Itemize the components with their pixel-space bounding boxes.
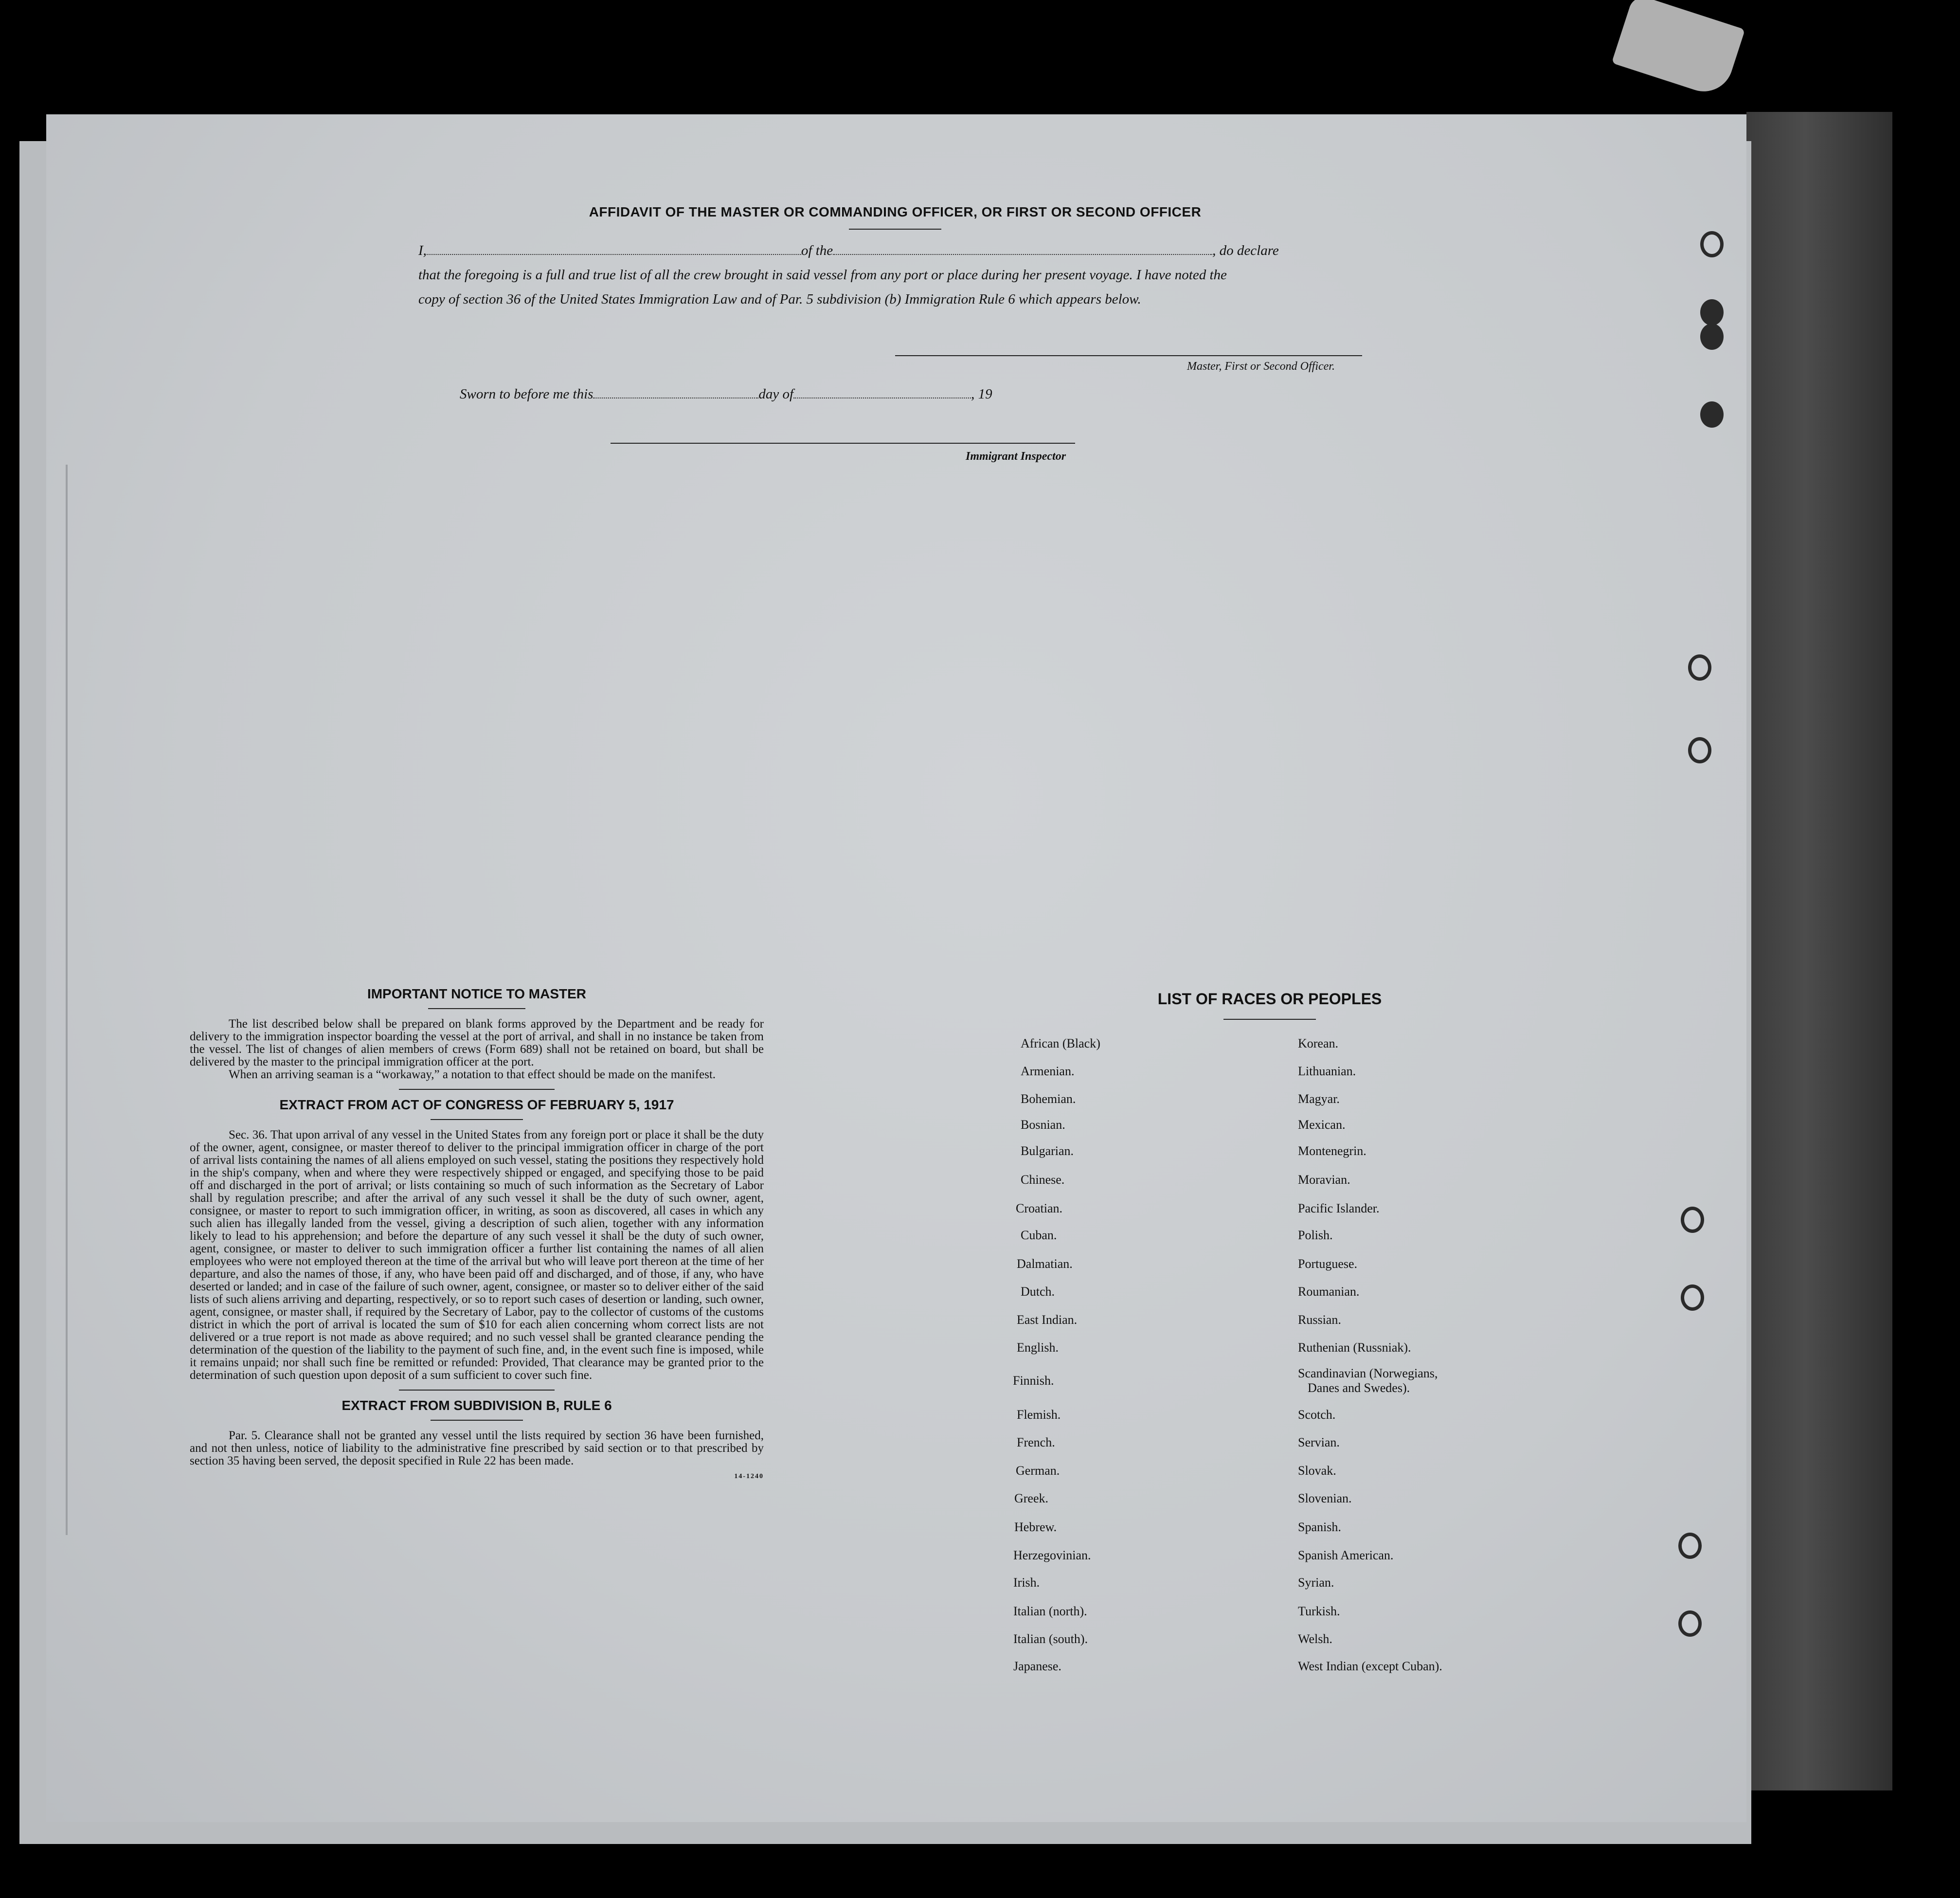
race-item: Spanish American.	[1298, 1548, 1394, 1562]
race-item: Syrian.	[1298, 1575, 1334, 1590]
race-item: Montenegrin.	[1298, 1144, 1367, 1158]
race-item: Irish.	[1013, 1575, 1040, 1590]
race-item: Scandinavian (Norwegians,	[1298, 1366, 1438, 1380]
race-item: Bulgarian.	[1021, 1144, 1074, 1158]
races-section	[1002, 990, 1537, 1020]
race-item: French.	[1017, 1435, 1055, 1449]
race-item: Finnish.	[1013, 1374, 1054, 1388]
race-item: Korean.	[1298, 1036, 1339, 1050]
binder-hole-icon	[1700, 401, 1724, 428]
affidavit-section	[418, 204, 1372, 311]
race-item: Danes and Swedes).	[1308, 1381, 1410, 1395]
divider	[399, 1089, 555, 1090]
notice-section	[190, 988, 764, 1483]
race-item: Italian (south).	[1013, 1632, 1088, 1646]
race-item: West Indian (except Cuban).	[1298, 1659, 1442, 1673]
notice-title: IMPORTANT NOTICE TO MASTER	[367, 986, 587, 1001]
race-item: Polish.	[1298, 1228, 1333, 1242]
race-item: African (Black)	[1021, 1036, 1100, 1050]
margin-rule	[66, 465, 68, 1535]
vessel-field[interactable]	[833, 243, 1212, 255]
rule-title: EXTRACT FROM SUBDIVISION B, RULE 6	[342, 1398, 612, 1413]
race-item: Flemish.	[1017, 1408, 1061, 1422]
signature-line[interactable]	[895, 355, 1362, 356]
binder-hole-icon	[1700, 324, 1724, 350]
race-item: Hebrew.	[1014, 1520, 1057, 1534]
race-item: Greek.	[1014, 1491, 1049, 1505]
divider	[428, 1008, 525, 1009]
race-item: Portuguese.	[1298, 1257, 1358, 1271]
divider	[399, 1390, 555, 1391]
affidavit-line-1: I, of the , do declare	[418, 243, 1279, 258]
sworn-month-field[interactable]	[793, 387, 971, 398]
race-item: Slovak.	[1298, 1464, 1336, 1478]
divider	[849, 229, 941, 230]
race-item: Herzegovinian.	[1013, 1548, 1091, 1562]
affidavit-line-3: copy of section 36 of the United States Immigration Law and of Par. 5 subdivision (b) Immigration Rule 6 which appears below.	[418, 291, 1141, 307]
race-item: Mexican.	[1298, 1118, 1346, 1132]
name-field[interactable]	[427, 243, 801, 255]
form-number: 14-1240	[734, 1473, 764, 1480]
race-item: Pacific Islander.	[1298, 1201, 1380, 1215]
binder-hole-icon	[1688, 654, 1711, 681]
affidavit-line-2: that the foregoing is a full and true list of all the crew brought in said vessel from any port or place during her present voyage. I have noted the	[418, 267, 1227, 283]
race-item: Scotch.	[1298, 1408, 1336, 1422]
race-item: German.	[1016, 1464, 1060, 1478]
sworn-day-field[interactable]	[593, 387, 758, 398]
act-text: Sec. 36. That upon arrival of any vessel in the United States from any foreign port or place it shall be the duty of the owner, agent, consignee, or master thereof to deliver to the principal immigration officer in charge of the port of arrival lists containing the names of all aliens employed on such vessel, stating the positions they respectively hold in the ship's company, when and where they were respectively shipped or engaged, and specifying those to be paid off and discharged in the port of arrival; or lists containing so much of such information as the Secretary of Labor shall by regulation prescribe; and after the arrival of any such vessel it shall be the duty of such owner, agent, consignee, or master to report to such immigration officer, in writing, as soon as discovered, all cases in which any such alien has illegally landed from the vessel, giving a description of such alien, together with any information likely to lead to his apprehension; and before the departure of any such vessel it shall be the duty of such owner, agent, consignee, or master to deliver to such immigration officer a further list containing the names of all alien employees who were not employed thereon at the time of the arrival but who will leave port thereon at the time of her departure, and also the names of those, if any, who have been paid off and discharged, and of those, if any, who have deserted or landed; and in case of the failure of such owner, agent, consignee, or master so to deliver either of the said lists of such aliens arriving and departing, respectively, or so to report such cases of desertion or landing, such owner, agent, consignee, or master shall, if required by the Secretary of Labor, pay to the collector of customs of the customs district in which the port of arrival is located the sum of $10 for each alien concerning whom correct lists are not delivered or a true report is not made as above required; and no such vessel shall be granted clearance pending the determination of the question of the liability to the payment of such fine, and, in the event such fine is imposed, while it remains unpaid; nor shall such fine be remitted or refunded: Provided, That clearance may be granted prior to the determination of such question upon deposit of a sum sufficient to cover such fine.	[190, 1128, 764, 1382]
act-title: EXTRACT FROM ACT OF CONGRESS OF FEBRUARY 5, 1917	[279, 1097, 674, 1112]
rule-text: Par. 5. Clearance shall not be granted any vessel until the lists required by section 36 have been furnished, and not then unless, notice of liability to the administrative fine prescribed by said section or to that prescribed by section 35 having been served, the deposit specified in Rule 22 has been made.	[190, 1429, 764, 1467]
binder-hole-icon	[1700, 299, 1724, 325]
race-item: Chinese.	[1021, 1173, 1065, 1187]
race-item: Armenian.	[1021, 1064, 1075, 1078]
race-item: Lithuanian.	[1298, 1064, 1356, 1078]
race-item: English.	[1017, 1340, 1059, 1355]
race-item: Cuban.	[1021, 1228, 1057, 1242]
race-item: Croatian.	[1016, 1201, 1063, 1215]
race-item: Spanish.	[1298, 1520, 1341, 1534]
sworn-line: Sworn to before me this day of , 19	[460, 386, 992, 402]
notice-paragraph: When an arriving seaman is a “workaway,” a notation to that effect should be made on the manifest.	[229, 1068, 716, 1081]
race-item: Dutch.	[1021, 1284, 1055, 1299]
race-item: Dalmatian.	[1017, 1257, 1073, 1271]
race-item: Moravian.	[1298, 1173, 1350, 1187]
race-item: Japanese.	[1013, 1659, 1061, 1673]
races-title: LIST OF RACES OR PEOPLES	[1157, 990, 1382, 1008]
manifest-page	[46, 114, 1746, 1822]
binder-hole-icon	[1678, 1610, 1702, 1637]
torn-paper-tab	[1612, 0, 1745, 99]
race-item: Magyar.	[1298, 1092, 1340, 1106]
binder-hole-icon	[1700, 231, 1724, 257]
race-item: Servian.	[1298, 1435, 1340, 1449]
signature-label: Master, First or Second Officer.	[1187, 360, 1335, 373]
divider	[1223, 1019, 1316, 1020]
inspector-signature-line[interactable]	[611, 443, 1075, 444]
race-item: Turkish.	[1298, 1604, 1340, 1618]
binder-hole-icon	[1678, 1533, 1702, 1559]
binder-hole-icon	[1681, 1207, 1704, 1233]
race-item: Roumanian.	[1298, 1284, 1360, 1299]
binder-hole-icon	[1688, 737, 1711, 763]
affidavit-title: AFFIDAVIT OF THE MASTER OR COMMANDING OFFICER, OR FIRST OR SECOND OFFICER	[589, 204, 1202, 219]
race-item: Bohemian.	[1021, 1092, 1076, 1106]
divider	[431, 1420, 523, 1421]
race-item: Russian.	[1298, 1313, 1341, 1327]
race-item: East Indian.	[1017, 1313, 1078, 1327]
race-item: Slovenian.	[1298, 1491, 1352, 1505]
race-item: Welsh.	[1298, 1632, 1332, 1646]
notice-paragraph: The list described below shall be prepared on blank forms approved by the Department and be ready for delivery to the immigration inspector boarding the vessel at the port of arrival, and shall in no instance be taken from the vessel. The list of changes of alien members of crews (Form 689) shall not be retained on board, but shall be delivered by the master to the principal immigration officer at the port.	[190, 1017, 764, 1068]
race-item: Bosnian.	[1021, 1118, 1065, 1132]
race-item: Italian (north).	[1013, 1604, 1087, 1618]
race-item: Ruthenian (Russniak).	[1298, 1340, 1411, 1355]
binder-edge	[1746, 112, 1892, 1790]
binder-hole-icon	[1681, 1284, 1704, 1311]
inspector-label: Immigrant Inspector	[966, 450, 1066, 463]
divider	[431, 1119, 523, 1120]
